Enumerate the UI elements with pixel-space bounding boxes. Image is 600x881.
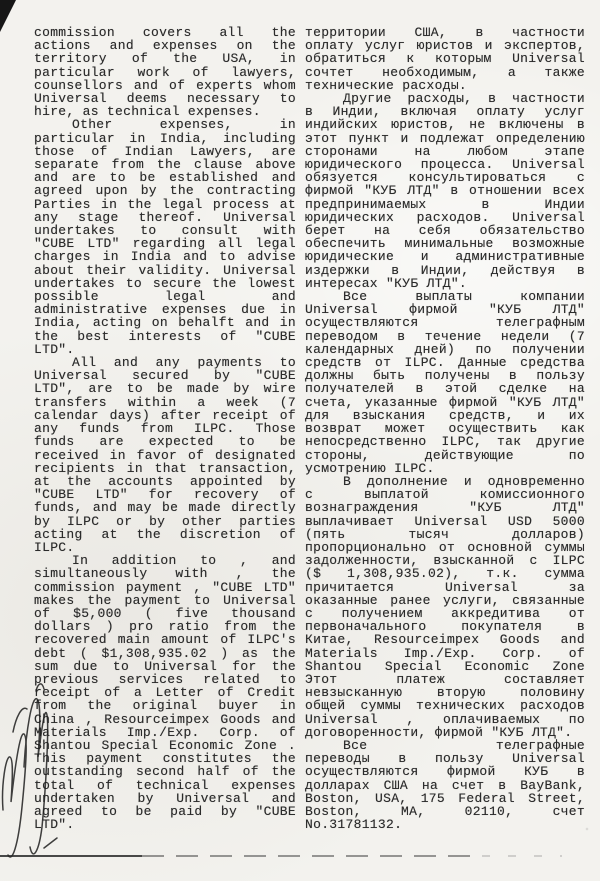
text-line: стороны, действующие по [305,447,585,463]
text-line: выплачивает Universal USD 5000 [305,513,585,529]
text-line: непосредственно ILPC, так другие [305,434,585,450]
text-line: Materials Imp./Exp. Corp. of [34,724,296,740]
text-line: of $5,000 ( five thousand [34,605,296,621]
text-line: оказанные ранее услуги, связанные [305,592,585,608]
text-line: those of Indian Lawyers, are [34,143,296,159]
text-line: предпринимаемых в Индии [305,196,585,212]
text-line: первоначального покупателя в [305,619,585,635]
text-line: общей суммы технических расходов [305,698,585,714]
text-line: сочтет необходимым, а также [305,64,585,80]
text-line: Boston, USA, 175 Federal Street, [305,790,585,806]
text-line: (пять тысяч долларов) [305,526,585,542]
text-line: dollars ) pro ratio from the [34,619,296,635]
text-line: undertakes to consult with [34,223,296,239]
text-line: технические расходы. [305,77,468,93]
text-line: makes the payment to Universal [34,592,296,608]
text-line: acting at the discretion of [34,526,296,542]
text-line: сторонами на любом этапе [305,143,585,159]
text-line: фирмой "КУБ ЛТД" в отношении всех [305,183,585,199]
text-line: усмотрению ILPC. [305,460,435,476]
text-line: and are to be established and [34,170,296,186]
text-line: возврат может осуществить как [305,421,585,437]
text-line: Этот платеж составляет [305,671,585,687]
text-line: recipients in that transaction, [34,460,296,476]
text-line: actions and expenses on the [34,38,296,54]
text-line: территории США, в частности [305,25,585,40]
text-line: с выплатой комиссионного [305,487,585,503]
text-line: с получением аккредитива от [305,605,585,621]
text-line: получателей в этой сделке на [305,381,585,397]
column-english [34,26,296,831]
text-line: для взыскания средств, и их [305,407,585,423]
text-line: undertakes to secure the lowest [34,275,296,291]
text-line: the best interests of "CUBE [34,328,296,344]
text-line: осуществляются фирмой КУБ в [305,764,585,780]
text-line: simultaneously with , the [34,566,296,582]
text-line: agreed to be paid by "CUBE [34,803,296,819]
text-line: "CUBE LTD" regarding all legal [34,236,296,252]
scan-edge-line-dashes [142,855,482,857]
text-line: Boston, MA, 02110, счет [305,803,585,819]
text-line: оплату услуг юристов и экспертов, [305,38,585,54]
text-line: recovered main amount of ILPC's [34,632,296,648]
text-line: previous services related to [34,671,296,687]
text-line: переводом в течение недели (7 [305,328,585,344]
text-line: sum due to Universal for the [34,658,296,674]
text-line: agreed upon by the contracting [34,183,296,199]
text-line: средств от ILPC. Данные средства [305,355,585,371]
text-line: в Индии, включая оплату услуг [305,104,585,120]
text-line: ILPC. [34,539,75,555]
text-line: LTD". [34,817,75,833]
text-line: "CUBE LTD" for recovery of [34,487,296,503]
text-line: должны быть получены в пользу [305,368,585,384]
text-line: обязуется консультироваться с [305,170,585,186]
column-russian [305,26,585,831]
text-line: индийских юристов, не включены в [305,117,585,133]
text-line: долларах США на счет в BayBank, [305,777,585,793]
text-line: обратиться к которым Universal [305,51,585,67]
text-line: переводы в пользу Universal [305,751,585,767]
text-line: интересах "КУБ ЛТД". [305,275,468,291]
text-line: administrative expenses due in [34,302,296,318]
text-line: at the accounts appointed by [34,473,296,489]
text-line: Universal фирмой "КУБ ЛТД" [305,302,585,318]
text-line: commission covers all the [34,25,296,40]
text-line: territory of the USA, in [34,51,296,67]
text-line: договоренности, фирмой "КУБ ЛТД". [305,724,573,740]
text-line: Other expenses, in [72,117,296,133]
text-line: hire, as technical expenses. [34,104,261,120]
text-line: LTD", are to be made by wire [34,381,296,397]
text-line: any funds from ILPC. Those [34,421,296,437]
text-line: any stage thereof. Universal [34,209,296,225]
text-line: Shantou Special Economic Zone . [34,737,296,753]
text-line: Universal deems necessary to [34,91,296,107]
text-line: Все телеграфные [343,737,585,753]
text-line: обеспечить минимальные возможные [305,236,585,252]
text-line: particular work of lawyers, [34,64,296,80]
handwritten-scrawl-mark [0,635,62,870]
text-line: Universal secured by "CUBE [34,368,296,384]
text-line: calendar days) after receipt of [34,407,296,423]
text-line: This payment constitutes the [34,751,296,767]
text-line: вознаграждения "КУБ ЛТД" [305,500,585,516]
text-line: этот пункт и подлежат определению [305,130,585,146]
scan-edge-line-specks [482,855,562,857]
text-line: commission payment , "CUBE LTD" [34,579,296,595]
text-line: outstanding second half of the [34,764,296,780]
text-line: причитается Universal за [305,579,585,595]
text-line: В дополнение и одновременно [343,473,585,489]
text-line: Shantou Special Economic Zone [305,658,585,674]
text-line: Materials Imp./Exp. Corp. of [305,645,585,661]
text-line: funds, and may be made directly [34,500,296,516]
text-line: possible legal and [34,289,296,305]
text-line: задолженности, взысканной с ILPC [305,553,585,569]
text-line: separate from the clause above [34,157,296,173]
text-line: receipt of a Letter of Credit [34,685,296,701]
text-line: юридические и административные [305,249,585,265]
text-line: Все выплаты компании [343,289,585,305]
scan-edge-line [0,855,142,857]
text-line: берет на себя обязательство [305,223,585,239]
text-line: transfers within a week (7 [34,394,296,410]
text-line: LTD". [34,341,75,357]
text-line: In addition to , and [72,553,296,569]
text-line: юридического процесса. Universal [305,157,585,173]
text-line: by ILPC or by other parties [34,513,296,529]
text-line: Китае, Resourceimpex Goods and [305,632,585,648]
text-line: пропорционально от основной суммы [305,539,585,555]
text-line: total of technical expenses [34,777,296,793]
text-line: издержки в Индии, действуя в [305,262,585,278]
text-line: undertaken by Universal and [34,790,296,806]
text-line: Другие расходы, в частности [343,91,585,107]
text-line: India, acting on behalft and in [34,315,296,331]
text-line: China , Resourceimpex Goods and [34,711,296,727]
text-line: from the original buyer in [34,698,296,714]
text-line: received in favor of designated [34,447,296,463]
text-line: counsellors and of experts whom [34,77,296,93]
text-line: Parties in the legal process at [34,196,296,212]
text-line: particular in India, including [34,130,296,146]
text-line: календарных дней) по получении [305,341,585,357]
scan-corner-triangle-artifact [0,0,18,34]
scan-noise-specks [0,0,2,2]
text-line: funds are expected to be [34,434,296,450]
text-line: счета, указанные фирмой "КУБ ЛТД" [305,394,585,410]
text-line: невзысканную вторую половину [305,685,585,701]
text-line: осуществляются телеграфным [305,315,585,331]
text-line: юридических расходов. Universal [305,209,585,225]
text-line: Universal , оплачиваемых по [305,711,585,727]
text-line: about their validity. Universal [34,262,296,278]
text-line: charges in India and to advise [34,249,296,265]
text-line: debt ( $1,308,935.02 ) as the [34,645,296,661]
text-line: All and any payments to [72,355,296,371]
text-line: No.31781132. [305,817,403,833]
text-line: ($ 1,308,935.02), т.к. сумма [305,566,585,582]
